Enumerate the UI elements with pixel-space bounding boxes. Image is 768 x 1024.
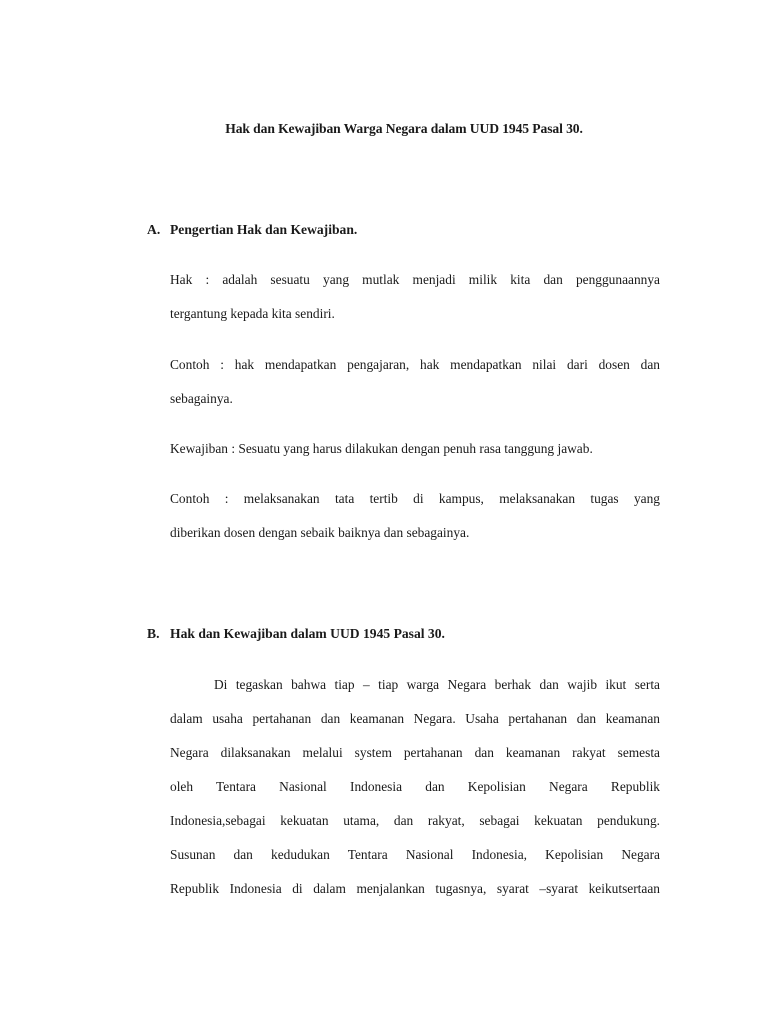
- text-line: sebagainya.: [170, 391, 233, 406]
- document-title: Hak dan Kewajiban Warga Negara dalam UUD 1945 Pasal 30.: [225, 121, 583, 136]
- text-line: Indonesia,sebagai kekuatan utama, dan rakyat, sebagai kekuatan pendukung.: [170, 813, 660, 828]
- text-line: Di tegaskan bahwa tiap – tiap warga Negara berhak dan wajib ikut serta: [214, 677, 660, 692]
- text-line: diberikan dosen dengan sebaik baiknya dan sebagainya.: [170, 525, 470, 540]
- paragraph-kewajiban: [170, 432, 660, 466]
- text-line: Kewajiban : Sesuatu yang harus dilakukan dengan penuh rasa tanggung jawab.: [170, 441, 593, 456]
- section-b-marker: B.: [147, 626, 160, 641]
- section-a-marker: A.: [147, 222, 161, 237]
- text-line: Contoh : melaksanakan tata tertib di kampus, melaksanakan tugas yang: [170, 491, 660, 506]
- section-b-heading: [147, 626, 445, 642]
- paragraph-contoh-hak: [170, 348, 660, 416]
- paragraph-hak: [170, 263, 660, 331]
- text-line: Negara dilaksanakan melalui system pertahanan dan keamanan rakyat semesta: [170, 745, 660, 760]
- text-line: Contoh : hak mendapatkan pengajaran, hak mendapatkan nilai dari dosen dan: [170, 357, 660, 372]
- section-a-title: Pengertian Hak dan Kewajiban.: [170, 222, 358, 237]
- text-line: Susunan dan kedudukan Tentara Nasional Indonesia, Kepolisian Negara: [170, 847, 660, 862]
- paragraph-contoh-kewajiban: [170, 482, 660, 550]
- text-line: Republik Indonesia di dalam menjalankan tugasnya, syarat –syarat keikutsertaan: [170, 881, 660, 896]
- text-line: oleh Tentara Nasional Indonesia dan Kepolisian Negara Republik: [170, 779, 660, 794]
- section-b-title: Hak dan Kewajiban dalam UUD 1945 Pasal 30.: [170, 626, 445, 641]
- paragraph-pasal-30: [170, 668, 660, 906]
- text-line: tergantung kepada kita sendiri.: [170, 306, 335, 321]
- text-line: dalam usaha pertahanan dan keamanan Negara. Usaha pertahanan dan keamanan: [170, 711, 660, 726]
- text-line: Hak : adalah sesuatu yang mutlak menjadi milik kita dan penggunaannya: [170, 272, 660, 287]
- section-a-heading: [147, 222, 357, 238]
